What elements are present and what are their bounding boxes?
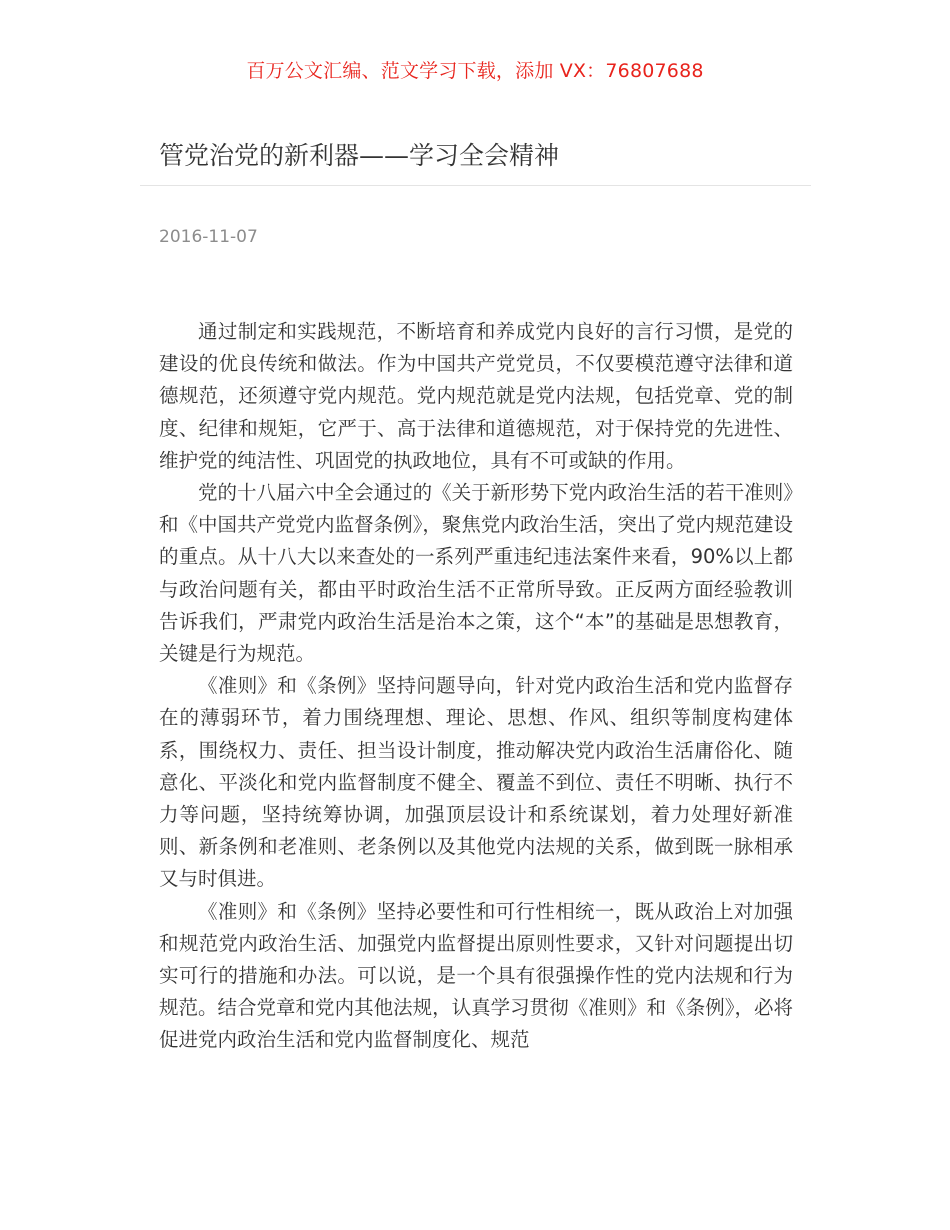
title-divider	[140, 185, 811, 186]
promo-banner: 百万公文汇编、范文学习下载，添加 VX：76807688	[246, 60, 704, 82]
article-body	[159, 316, 793, 1057]
article-title: 管党治党的新利器——学习全会精神	[159, 141, 560, 170]
publish-date: 2016-11-07	[159, 227, 258, 247]
paragraph: 《准则》和《条例》坚持必要性和可行性相统一，既从政治上对加强和规范党内政治生活、加强党内监督提出原则性要求，又针对问题提出切实可行的措施和办法。可以说，是一个具有很强操作性的党内法规和行为规范。结合党章和党内其他法规，认真学习贯彻《准则》和《条例》，必将促进党内政治生活和党内监督制度化、规范	[159, 899, 793, 1052]
paragraph: 《准则》和《条例》坚持问题导向，针对党内政治生活和党内监督存在的薄弱环节，着力围绕理想、理论、思想、作风、组织等制度构建体系，围绕权力、责任、担当设计制度，推动解决党内政治生活庸俗化、随意化、平淡化和党内监督制度不健全、覆盖不到位、责任不明晰、执行不力等问题，坚持统筹协调，加强顶层设计和系统谋划，着力处理好新准则、新条例和老准则、老条例以及其他党内法规的关系，做到既一脉相承又与时俱进。	[159, 674, 793, 891]
paragraph: 通过制定和实践规范，不断培育和养成党内良好的言行习惯，是党的建设的优良传统和做法。作为中国共产党党员，不仅要模范遵守法律和道德规范，还须遵守党内规范。党内规范就是党内法规，包括党章、党的制度、纪律和规矩，它严于、高于法律和道德规范，对于保持党的先进性、维护党的纯洁性、巩固党的执政地位，具有不可或缺的作用。	[159, 320, 793, 472]
paragraph: 党的十八届六中全会通过的《关于新形势下党内政治生活的若干准则》和《中国共产党党内监督条例》，聚焦党内政治生活，突出了党内规范建设的重点。从十八大以来查处的一系列严重违纪违法案件来看，90%以上都与政治问题有关，都由平时政治生活不正常所导致。正反两方面经验教训告诉我们，严肃党内政治生活是治本之策，这个“本”的基础是思想教育，关键是行为规范。	[159, 481, 793, 666]
